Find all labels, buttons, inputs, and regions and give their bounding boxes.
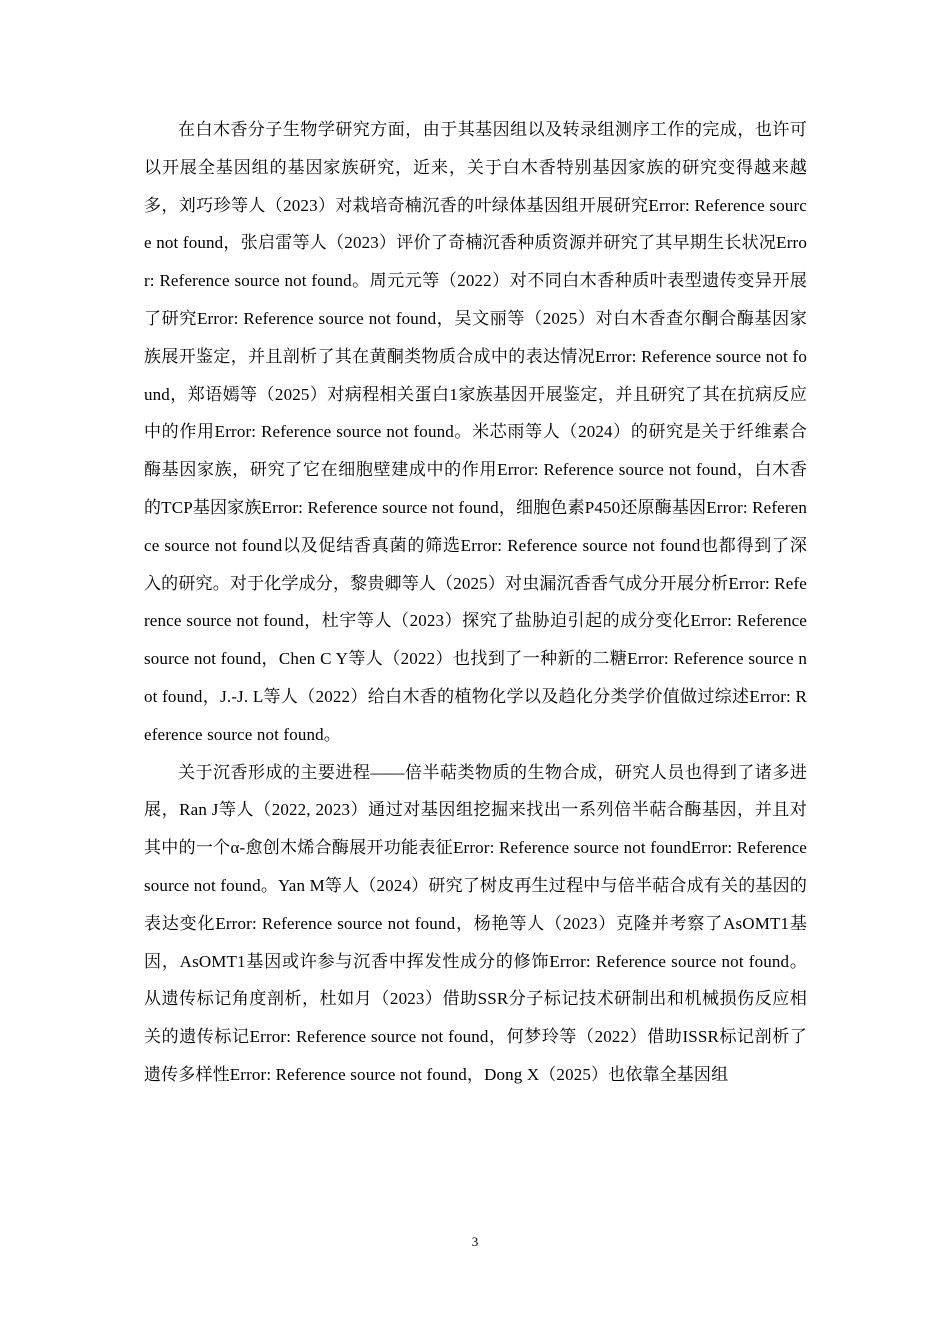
- page-number: 3: [471, 1234, 479, 1249]
- body-text: [144, 111, 807, 1094]
- paragraph-1: 在白木香分子生物学研究方面，由于其基因组以及转录组测序工作的完成，也许可以开展全基因组的基因家族研究，近来，关于白木香特别基因家族的研究变得越来越多，刘巧珍等人（2023）对栽培奇楠沉香的叶绿体基因组开展研究Error: Reference source not found，张启雷等人（2023）评价了奇楠沉香种质资源并研究了其早期生长状况Error: Reference source not found。周元元等（2022）对不同白木香种质叶表型遗传变异开展了研究Error: Reference source not found，吴文丽等（2025）对白木香查尔酮合酶基因家族展开鉴定，并且剖析了其在黄酮类物质合成中的表达情况Error: Reference source not found，郑语嫣等（2025）对病程相关蛋白1家族基因开展鉴定，并且研究了其在抗病反应中的作用Error: Reference source not found。米芯雨等人（2024）的研究是关于纤维素合酶基因家族，研究了它在细胞壁建成中的作用Error: Reference source not found，白木香的TCP基因家族Error: Reference source not found，细胞色素P450还原酶基因Error: Reference source not found以及促结香真菌的筛选Error: Reference source not found也都得到了深入的研究。对于化学成分，黎贵卿等人（2025）对虫漏沉香香气成分开展分析Error: Reference source not found，杜宇等人（2023）探究了盐胁迫引起的成分变化Error: Reference source not found，Chen C Y等人（2022）也找到了一种新的二糖Error: Reference source not found，J.-J. L等人（2022）给白木香的植物化学以及趋化分类学价值做过综述Error: Reference source not found。: [144, 120, 807, 744]
- paragraph-2: 关于沉香形成的主要进程——倍半萜类物质的生物合成，研究人员也得到了诸多进展，Ran J等人（2022, 2023）通过对基因组挖掘来找出一系列倍半萜合酶基因，并且对其中的一个α-愈创木烯合酶展开功能表征Error: Reference source not foundError: Reference source not found。Yan M等人（2024）研究了树皮再生过程中与倍半萜合成有关的基因的表达变化Error: Reference source not found，杨艳等人（2023）克隆并考察了AsOMT1基因，AsOMT1基因或许参与沉香中挥发性成分的修饰Error: Reference source not found。从遗传标记角度剖析，杜如月（2023）借助SSR分子标记技术研制出和机械损伤反应相关的遗传标记Error: Reference source not found，何梦玲等（2022）借助ISSR标记剖析了遗传多样性Error: Reference source not found，Dong X（2025）也依靠全基因组: [144, 762, 807, 1084]
